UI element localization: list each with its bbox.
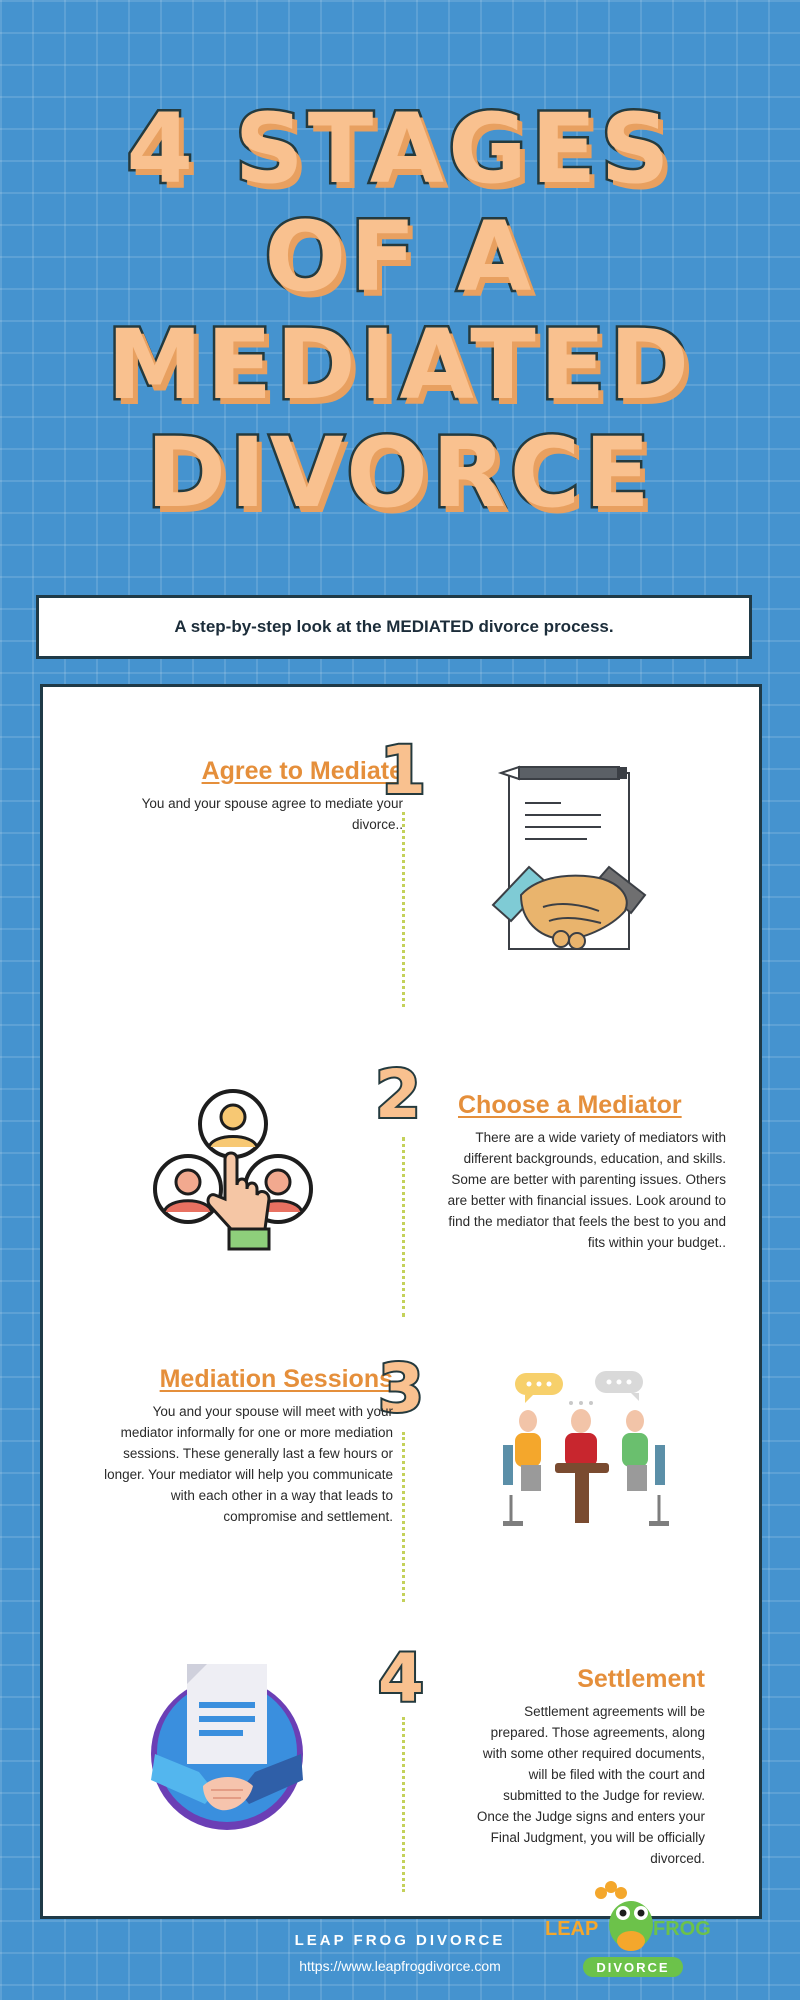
- stage-4-number: 4: [378, 1640, 424, 1717]
- title-line-1: 4 STAGES: [126, 93, 674, 205]
- logo-text-frog: FROG: [653, 1918, 711, 1940]
- choose-person-icon: [153, 1089, 318, 1258]
- subtitle-box: [36, 595, 752, 659]
- stage-4-text: Settlement agreements will be prepared. Those agreements, along with some other required documents, will be filed with the court and submitted to the Judge for review. Once the Judge signs and enters your Final Judgment, you will be officially divorced.: [476, 1704, 705, 1866]
- stage-2-text: There are a wide variety of mediators with different backgrounds, education, and skills. Some are better with parenting issues. Others are better with financial issues. Look around to find the mediator that feels the best to you and fits within your budget..: [447, 1130, 726, 1250]
- title-line-2: OF A: [264, 201, 536, 313]
- stage-2-number: 2: [375, 1056, 421, 1133]
- subtitle: A step-by-step look at the MEDIATED divorce process.: [174, 617, 614, 636]
- handshake-contract-icon: [491, 755, 661, 959]
- timeline-connector-2: [402, 1137, 405, 1317]
- stage-3-number: 3: [378, 1350, 424, 1427]
- stage-4-title: Settlement: [577, 1665, 705, 1693]
- footer-website-link[interactable]: https://www.leapfrogdivorce.com: [299, 1958, 501, 1974]
- page-title: [0, 95, 800, 527]
- mediation-meeting-icon: [503, 1365, 673, 1539]
- stage-2-title: Choose a Mediator: [458, 1091, 682, 1119]
- timeline-connector-4: [402, 1717, 405, 1892]
- title-line-3: MEDIATED: [106, 309, 694, 421]
- timeline-connector-3: [402, 1432, 405, 1602]
- logo-text-leap: LEAP: [545, 1918, 599, 1940]
- title-line-4: DIVORCE: [146, 417, 654, 529]
- footer-brand-name: LEAP FROG DIVORCE: [294, 1932, 506, 1949]
- logo-text-divorce: DIVORCE: [596, 1960, 670, 1975]
- stage-1-title: Agree to Mediate: [201, 757, 403, 785]
- stage-3-title: Mediation Sessions: [159, 1365, 393, 1393]
- stage-1-number: 1: [380, 732, 426, 809]
- timeline-connector-1: [402, 812, 405, 1007]
- stage-1-text: You and your spouse agree to mediate your divorce..: [141, 796, 403, 832]
- stage-3-text: You and your spouse will meet with your mediator informally for one or more mediation sessions. These generally last a few hours or longer. Your mediator will help you communicate with each other in a way that leads to compromise and settlement.: [104, 1404, 393, 1524]
- handshake-agreement-icon: [145, 1662, 310, 1836]
